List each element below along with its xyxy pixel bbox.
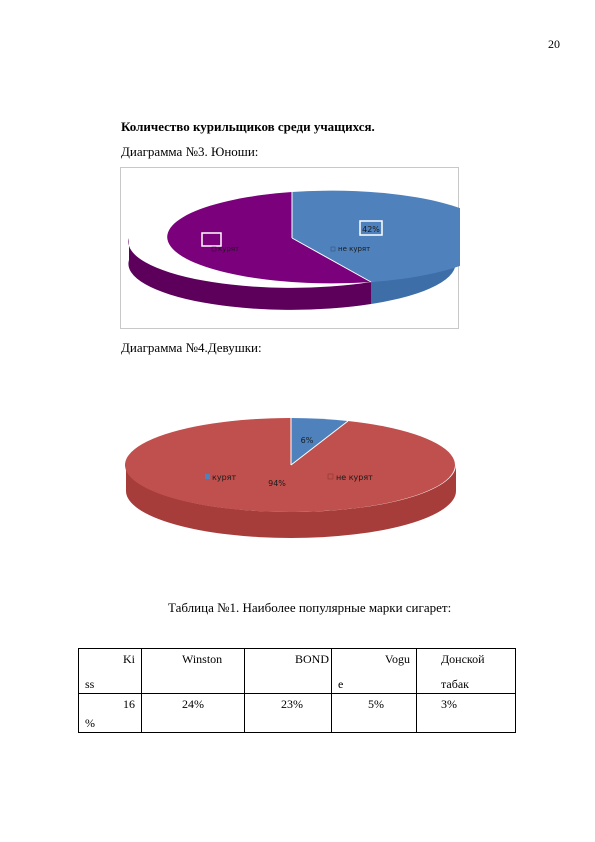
- header-vogue-line1: Vogu: [384, 652, 410, 666]
- chart3-caption: Диаграмма №3. Юноши:: [121, 144, 259, 159]
- table-cell: [245, 694, 332, 733]
- header-kiss-line1: Ki: [123, 652, 135, 666]
- header-kiss-line2: ss: [85, 677, 95, 691]
- chart4-legend-nonsmoking: не курят: [336, 473, 373, 482]
- table-caption: Таблица №1. Наиболее популярные марки сигарет:: [168, 600, 452, 615]
- chart4-legend-smoking-swatch: [205, 474, 210, 479]
- table-cell: [79, 694, 142, 733]
- table-header-cell: [79, 649, 142, 694]
- table-cell: [417, 694, 516, 733]
- chart3-legend-nonsmoking-swatch: [331, 247, 335, 251]
- chart4-caption: Диаграмма №4.Девушки:: [121, 340, 262, 355]
- value-vogue: 5%: [368, 697, 384, 711]
- header-vogue-line2: e: [338, 677, 344, 691]
- value-donskoy: 3%: [441, 697, 457, 711]
- chart4-smoking-percent: 6%: [300, 436, 314, 445]
- chart3-legend-smoking-swatch: [212, 247, 216, 251]
- chart3-legend-nonsmoking: не курят: [338, 245, 371, 253]
- page-number: 20: [548, 37, 560, 51]
- value-winston: 24%: [182, 697, 204, 711]
- table-row: [79, 694, 516, 733]
- table-header-cell: [417, 649, 516, 694]
- chart4-legend-smoking: курят: [212, 473, 237, 482]
- chart4-girls-pie: [120, 410, 465, 545]
- table-header-row: [79, 649, 516, 694]
- table-header-cell: [245, 649, 332, 694]
- chart3-nonsmoking-percent: 42%: [362, 225, 380, 234]
- table-header-cell: [142, 649, 245, 694]
- chart4-legend-nonsmoking-swatch: [328, 474, 333, 479]
- value-bond: 23%: [281, 697, 303, 711]
- table-header-cell: [332, 649, 417, 694]
- cigarette-brands-table: [78, 648, 516, 733]
- value-kiss-line1: 16: [123, 697, 135, 711]
- table-cell: [142, 694, 245, 733]
- chart4-nonsmoking-percent: 94%: [268, 479, 286, 488]
- header-donskoy-line1: Донской: [441, 652, 485, 666]
- header-bond: BOND: [294, 652, 329, 666]
- chart4-slice-nonsmoking: [125, 418, 455, 512]
- header-donskoy-line2: табак: [441, 677, 469, 691]
- section-heading: Количество курильщиков среди учащихся.: [121, 119, 375, 134]
- chart3-boys-pie: [121, 168, 460, 330]
- header-winston: Winston: [182, 652, 223, 666]
- chart3-legend-smoking: курят: [218, 245, 240, 253]
- value-kiss-line2: %: [85, 716, 95, 730]
- chart3-frame: [120, 167, 459, 329]
- table-cell: [332, 694, 417, 733]
